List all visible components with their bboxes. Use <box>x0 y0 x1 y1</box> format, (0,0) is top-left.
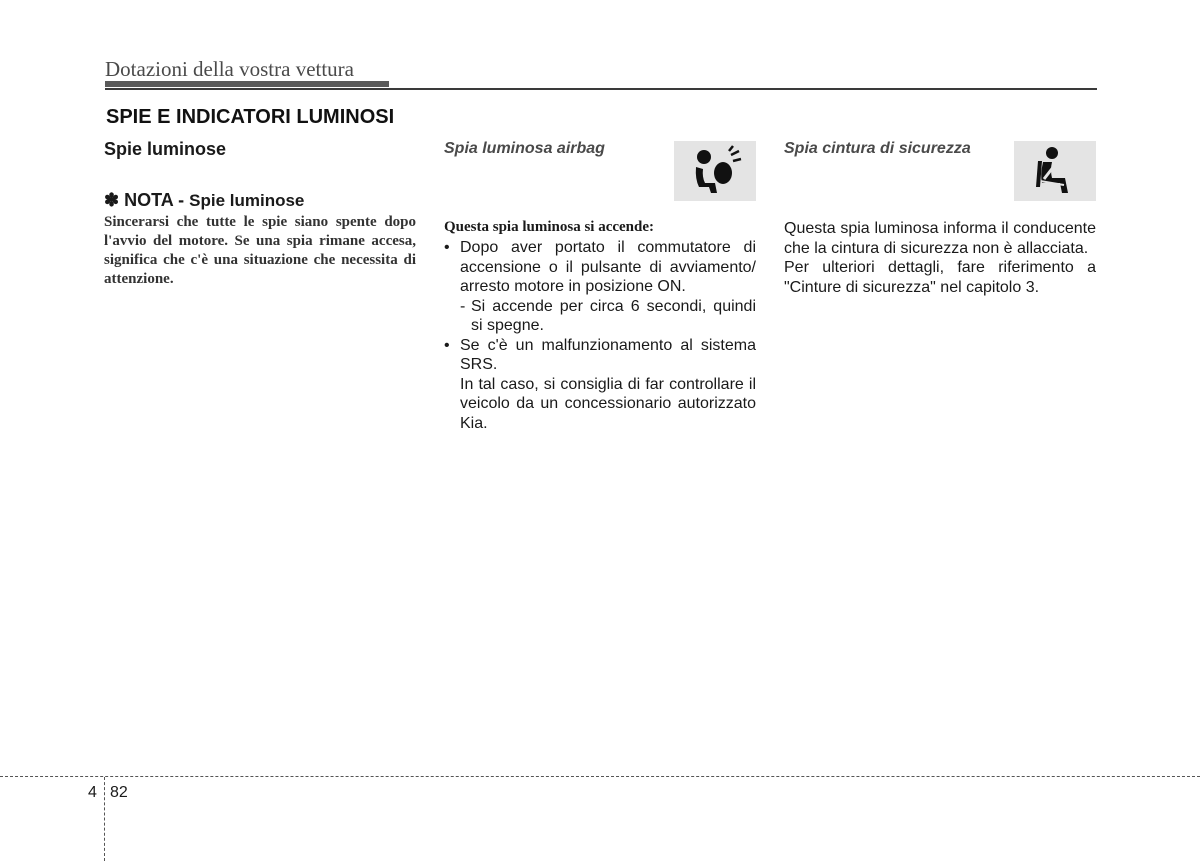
header-rule-thick <box>105 81 389 87</box>
bullet-icon: • <box>444 336 450 354</box>
list-subitem <box>444 297 756 336</box>
note-heading <box>104 190 304 211</box>
dash-icon: - <box>460 297 466 315</box>
section-title: SPIE E INDICATORI LUMINOSI <box>106 106 395 128</box>
note-label: NOTA - <box>124 190 185 210</box>
note-body: Sincerarsi che tutte le spie siano spente dopo l'avvio del motore. Se una spia rimane accesa, significa che c'è una situazione che necessita di attenzione. <box>104 214 416 287</box>
header-title: Dotazioni della vostra vettura <box>105 57 354 81</box>
airbag-details <box>444 238 756 433</box>
airbag-warning-icon <box>687 145 743 197</box>
page-number: 82 <box>110 784 128 801</box>
footer-rule <box>0 776 1200 777</box>
note-symbol-icon: ✽ <box>104 190 120 210</box>
airbag-intro: Questa spia luminosa si accende: <box>444 219 655 235</box>
airbag-section-heading: Spia luminosa airbag <box>444 140 605 157</box>
airbag-bullet-2: Se c'è un malfunzionamento al sistema SRS. <box>460 336 756 373</box>
footer-divider <box>104 777 105 861</box>
airbag-bullet-2-continuation: In tal caso, si consiglia di far controllare il veicolo da un concessionario autorizzato Kia. <box>460 375 756 432</box>
seatbelt-details <box>784 219 1096 297</box>
airbag-bullet-1-sub: Si accende per circa 6 secondi, quindi si spegne. <box>471 297 756 334</box>
airbag-icon-box <box>674 141 756 201</box>
chapter-number: 4 <box>88 784 97 801</box>
seatbelt-paragraph-1: Questa spia luminosa informa il conducente che la cintura di sicurezza non è allacciata. <box>784 220 1096 257</box>
note-title: Spie luminose <box>189 191 305 210</box>
seatbelt-icon-box <box>1014 141 1096 201</box>
seatbelt-paragraph-2: Per ulteriori dettagli, fare riferimento a "Cinture di sicurezza" nel capitolo 3. <box>784 259 1096 296</box>
seatbelt-section-heading: Spia cintura di sicurezza <box>784 140 971 157</box>
list-item <box>444 336 756 375</box>
bullet-icon: • <box>444 239 450 256</box>
airbag-bullet-1: Dopo aver portato il commutatore di accensione o il pulsante di avviamento/ arresto motore in posizione ON. <box>460 239 756 295</box>
seatbelt-warning-icon <box>1030 145 1080 197</box>
subsection-title: Spie luminose <box>104 139 227 159</box>
header-rule <box>105 88 1097 90</box>
list-item <box>444 238 756 297</box>
